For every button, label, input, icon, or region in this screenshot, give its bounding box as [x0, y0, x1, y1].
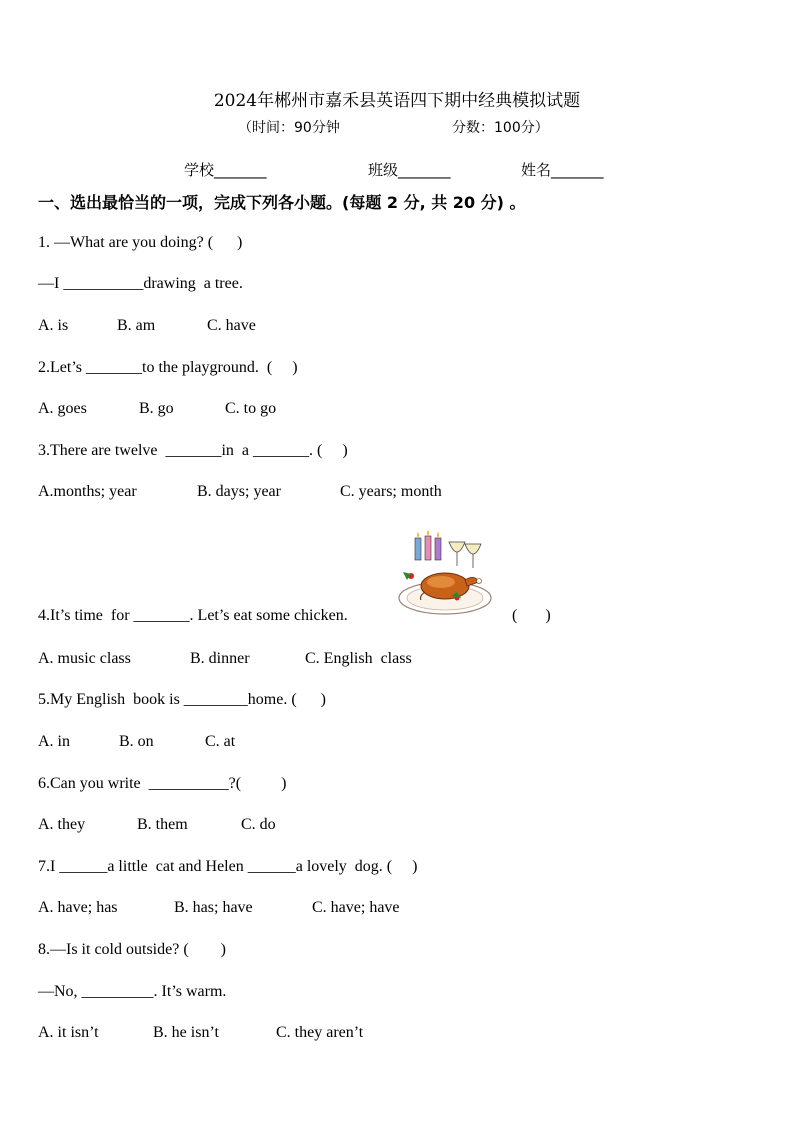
question-8-option-b[interactable]: B. he isn’t	[153, 1024, 219, 1041]
question-2-option-b[interactable]: B. go	[139, 400, 174, 417]
name-field[interactable]: 姓名_______	[521, 161, 604, 179]
question-2-option-c[interactable]: C. to go	[225, 400, 277, 417]
question-5-option-b[interactable]: B. on	[119, 733, 154, 750]
question-7-stem: 7.I ______a little cat and Helen ______a lovely dog. ( )	[38, 858, 418, 875]
question-1-option-c[interactable]: C. have	[207, 317, 256, 334]
question-5-stem: 5.My English book is ________home. ( )	[38, 691, 326, 708]
question-3-stem: 3.There are twelve _______in a _______. ( )	[38, 442, 348, 459]
question-6-option-b[interactable]: B. them	[137, 816, 188, 833]
question-8-answer-line: —No, _________. It’s warm.	[38, 983, 227, 1000]
question-3-option-a[interactable]: A.months; year	[38, 483, 137, 500]
question-1-answer-line: —I __________drawing a tree.	[38, 275, 243, 292]
question-4-option-a[interactable]: A. music class	[38, 650, 131, 667]
question-7-option-b[interactable]: B. has; have	[174, 899, 253, 916]
question-5-option-a[interactable]: A. in	[38, 733, 70, 750]
roast-chicken-dinner-icon	[395, 528, 495, 618]
question-2-option-a[interactable]: A. goes	[38, 400, 87, 417]
question-3-option-c[interactable]: C. years; month	[340, 483, 442, 500]
question-8-option-c[interactable]: C. they aren’t	[276, 1024, 364, 1041]
question-7-option-c[interactable]: C. have; have	[312, 899, 400, 916]
question-4-option-b[interactable]: B. dinner	[190, 650, 250, 667]
exam-time: （时间：90分钟	[238, 120, 340, 136]
question-3-option-b[interactable]: B. days; year	[197, 483, 281, 500]
question-4-option-c[interactable]: C. English class	[305, 650, 412, 667]
question-1-option-b[interactable]: B. am	[117, 317, 156, 334]
question-1-option-a[interactable]: A. is	[38, 317, 69, 334]
exam-score: 分数：100分）	[452, 120, 549, 136]
class-field[interactable]: 班级_______	[368, 161, 451, 179]
question-5-option-c[interactable]: C. at	[205, 733, 236, 750]
question-7-option-a[interactable]: A. have; has	[38, 899, 118, 916]
page-title: 2024年郴州市嘉禾县英语四下期中经典模拟试题	[213, 91, 581, 111]
question-6-stem: 6.Can you write __________?( )	[38, 775, 287, 792]
question-8-option-a[interactable]: A. it isn’t	[38, 1024, 99, 1041]
question-2-stem: 2.Let’s _______to the playground. ( )	[38, 359, 298, 376]
question-8-stem: 8.—Is it cold outside? ( )	[38, 941, 226, 958]
question-4-answer-paren[interactable]: ( )	[512, 607, 551, 624]
question-1-stem: 1. —What are you doing? ( )	[38, 234, 243, 251]
school-field[interactable]: 学校_______	[184, 161, 267, 179]
section-heading: 一、选出最恰当的一项，完成下列各小题。(每题 2 分, 共 20 分) 。	[38, 193, 526, 212]
question-6-option-a[interactable]: A. they	[38, 816, 86, 833]
question-6-option-c[interactable]: C. do	[241, 816, 276, 833]
question-4-stem: 4.It’s time for _______. Let’s eat some chicken.	[38, 607, 348, 624]
